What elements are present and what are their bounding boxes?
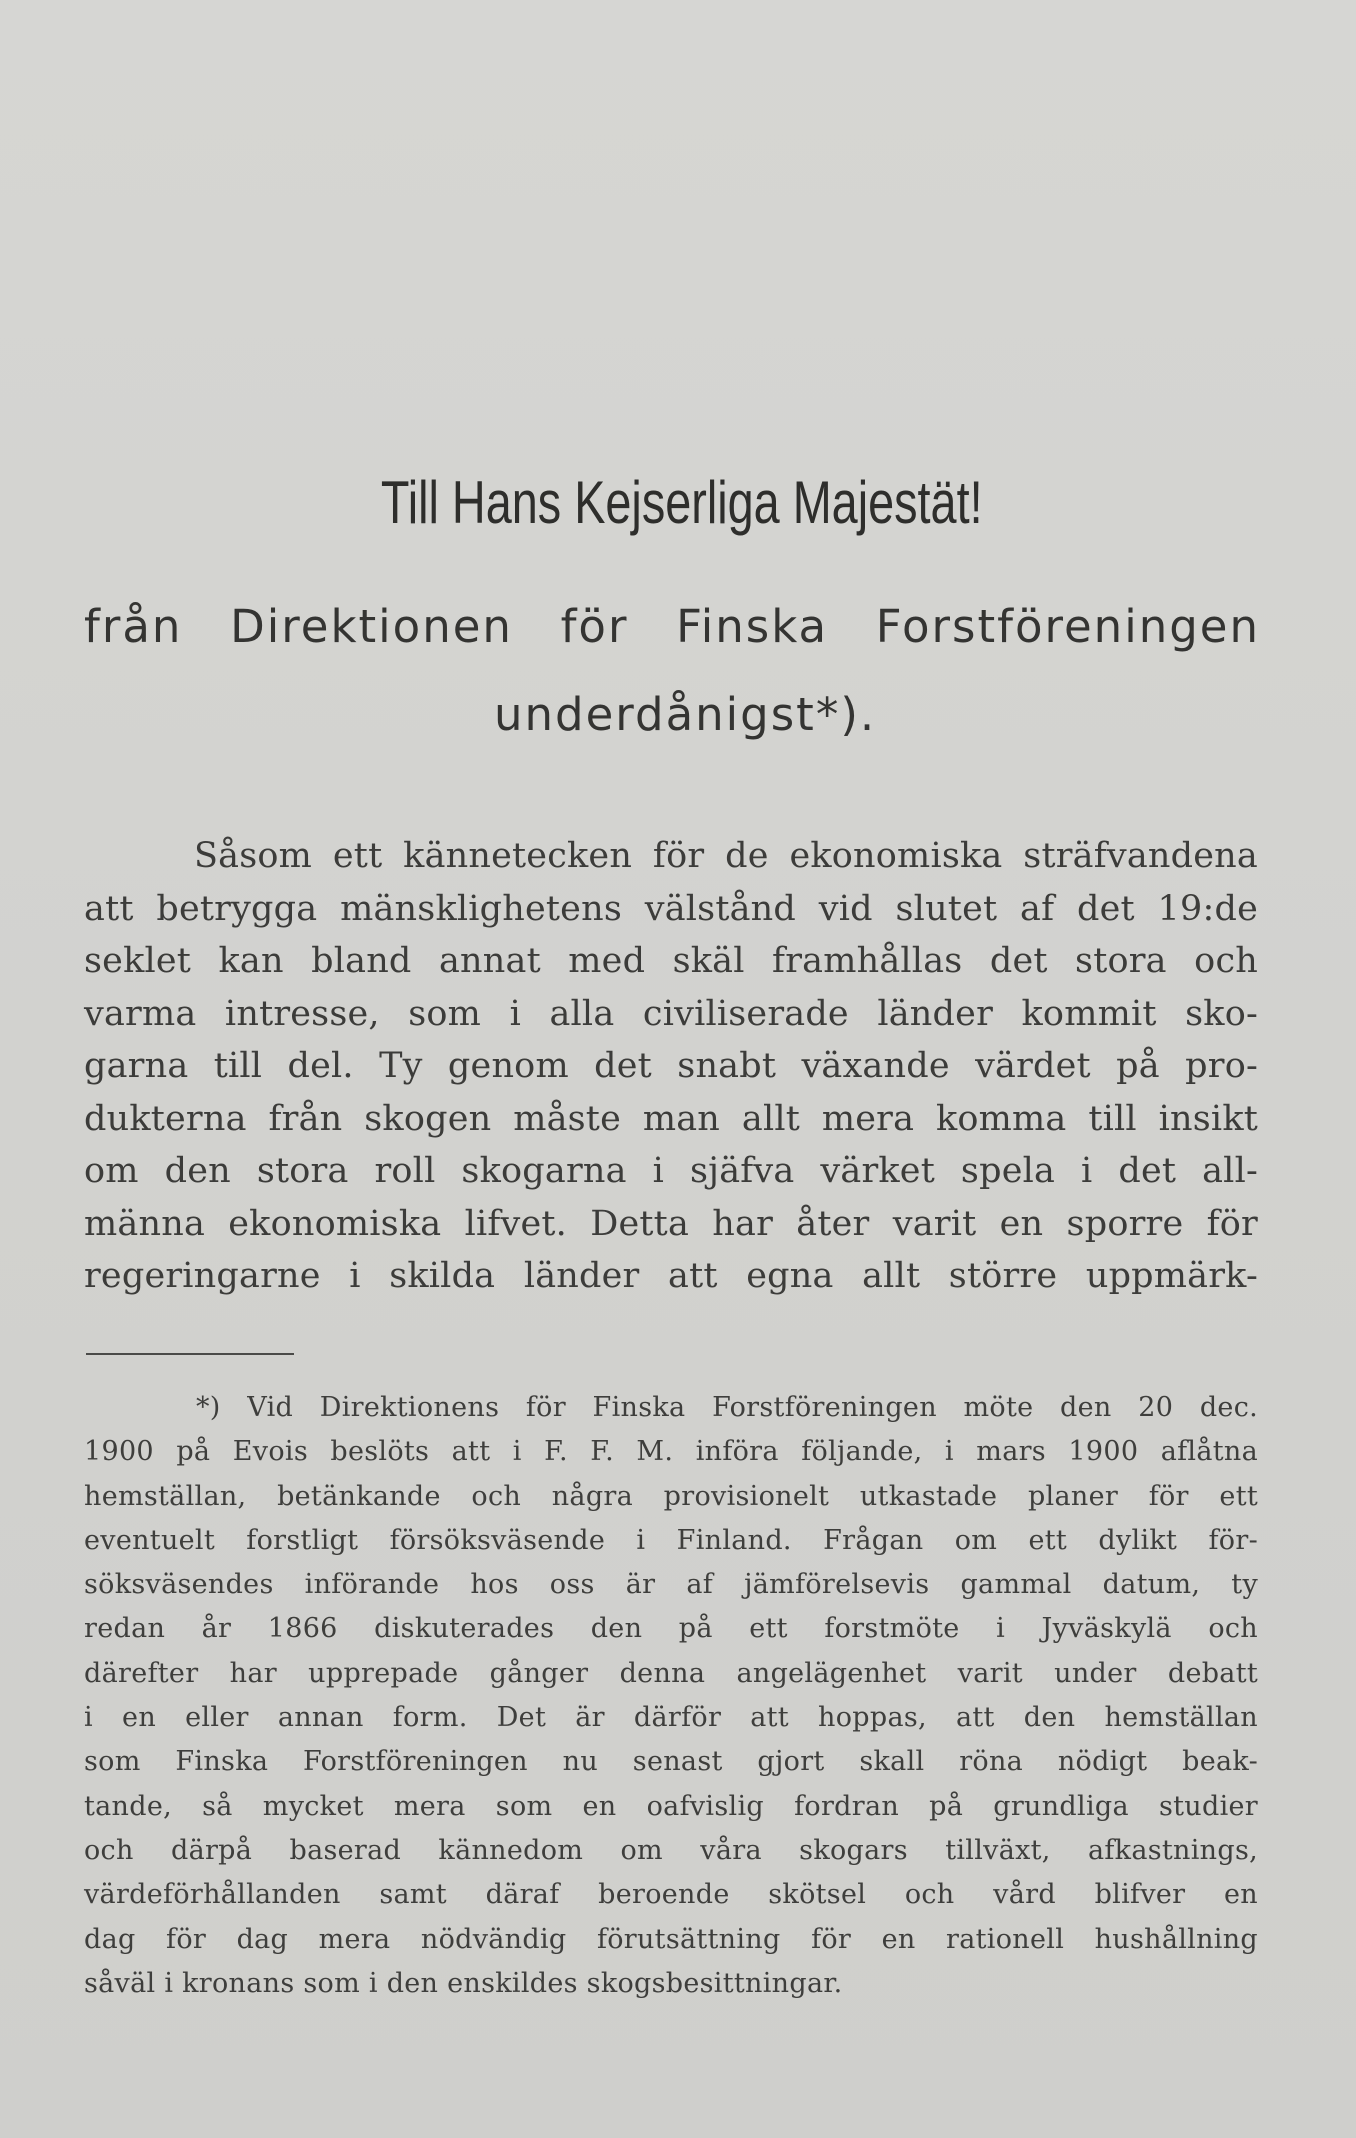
body-line: om den stora roll skogarna i sjäfva värket spela i det all- xyxy=(84,1151,1258,1191)
body-line: männa ekonomiska lifvet. Detta har åter varit en sporre för xyxy=(84,1203,1258,1244)
footnote-line: och därpå baserad kännedom om våra skogars tillväxt, afkastnings, xyxy=(84,1834,1258,1866)
footnote-divider xyxy=(86,1353,294,1355)
sender-line-continuation: underdånigst*). xyxy=(494,688,877,741)
footnote-line: redan år 1866 diskuterades den på ett forstmöte i Jyväskylä och xyxy=(84,1613,1258,1645)
footnote-line: hemställan, betänkande och några provisionelt utkastade planer för ett xyxy=(84,1480,1258,1512)
body-line: dukterna från skogen måste man allt mera komma till insikt xyxy=(84,1098,1258,1139)
footnote-line: därefter har upprepade gånger denna angelägenhet varit under debatt xyxy=(84,1657,1258,1689)
body-paragraph xyxy=(84,830,1258,1303)
footnote-line: *) Vid Direktionens för Finska Forstföreningen möte den 20 dec. xyxy=(196,1392,1258,1423)
footnote-line: dag för dag mera nödvändig förutsättning för en rationell hushållning xyxy=(84,1923,1258,1955)
footnote xyxy=(84,1386,1258,2006)
footnote-line: tande, så mycket mera som en oafvislig fordran på grundliga studier xyxy=(84,1790,1258,1822)
body-line: varma intresse, som i alla civiliserade länder kommit sko- xyxy=(84,993,1258,1034)
footnote-line: eventuelt forstligt försöksväsende i Finland. Frågan om ett dylikt för- xyxy=(84,1524,1258,1556)
body-line: regeringarne i skilda länder att egna allt större uppmärk- xyxy=(84,1256,1258,1296)
footnote-line: värdeförhållanden samt däraf beroende skötsel och vård blifver en xyxy=(84,1879,1258,1911)
footnote-line: 1900 på Evois beslöts att i F. F. M. införa följande, i mars 1900 aflåtna xyxy=(84,1436,1258,1468)
page-title: Till Hans Kejserliga Majestät! xyxy=(380,469,983,536)
footnote-line: såväl i kronans som i den enskildes skogsbesittningar. xyxy=(84,1967,843,1999)
body-line: att betrygga mänsklighetens välstånd vid slutet af det 19:de xyxy=(84,888,1258,929)
body-line: garna till del. Ty genom det snabt växande värdet på pro- xyxy=(84,1046,1258,1086)
footnote-line: söksväsendes införande hos oss är af jämförelsevis gammal datum, ty xyxy=(84,1569,1258,1601)
sender-line: från Direktionen för Finska Forstföreningen xyxy=(84,600,1260,653)
footnote-line: som Finska Forstföreningen nu senast gjort skall röna nödigt beak- xyxy=(84,1746,1258,1778)
body-line: Såsom ett kännetecken för de ekonomiska sträfvandena xyxy=(194,836,1258,876)
footnote-line: i en eller annan form. Det är därför att hoppas, att den hemställan xyxy=(84,1702,1258,1734)
body-line: seklet kan bland annat med skäl framhållas det stora och xyxy=(84,941,1258,981)
